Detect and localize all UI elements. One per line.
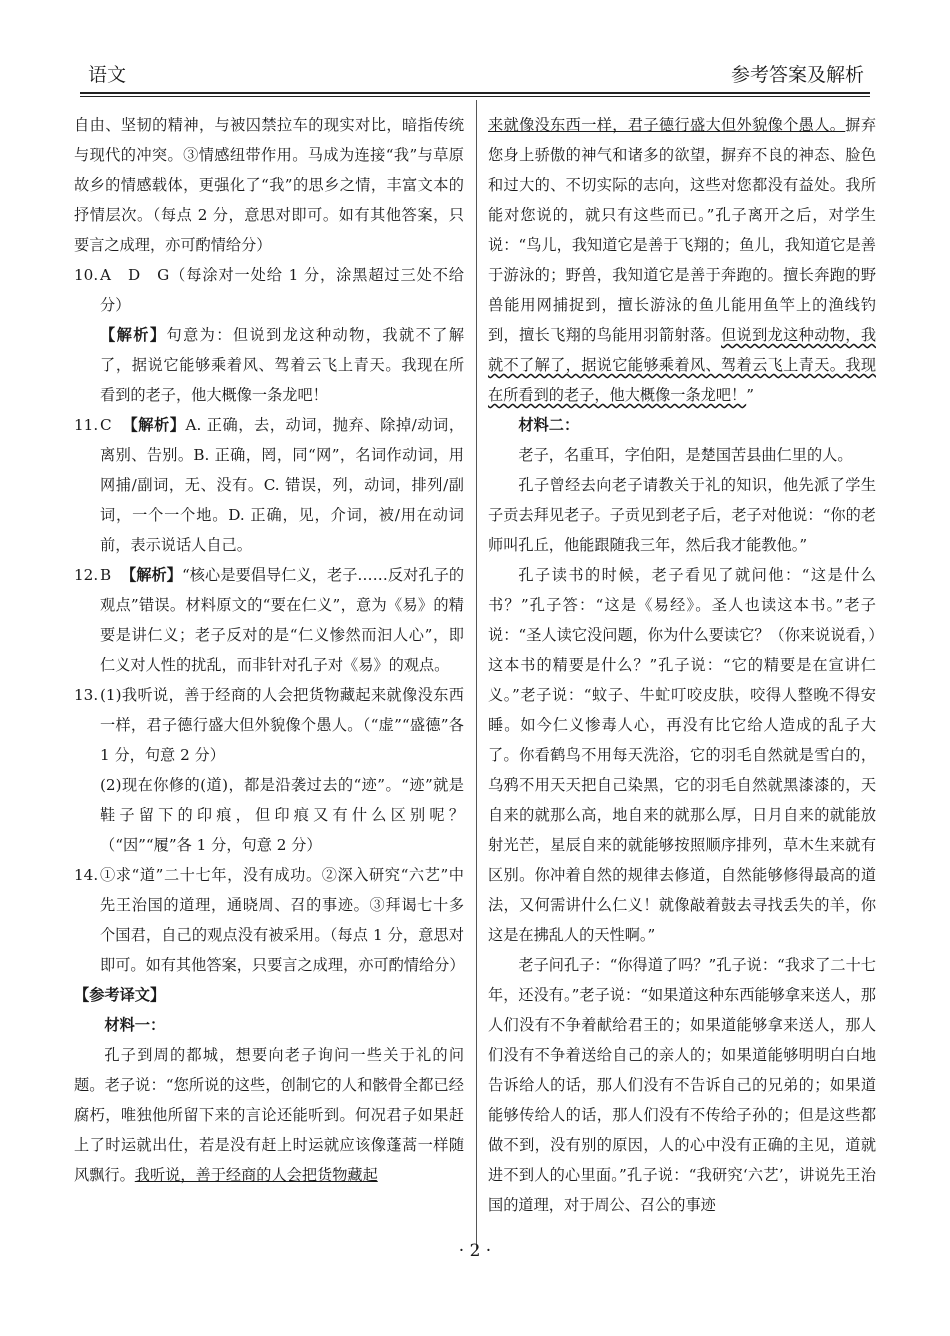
material-2-para-4: 老子问孔子：“你得道了吗？”孔子说：“我求了二十七年，还没有。”老子说：“如果道这种东西能够拿来送人，那人们没有不争着献给君王的；如果道能够拿来送人，那人们没有不争着送给自己的亲人的；如果道能够明明白白地告诉给人的话，那人们没有不告诉自己的兄弟的；如果道能够传给人的话，那人们没有不传给子孙的；但是这些都做不到，没有别的原因，人的心中没有正确的主见，道就进不到人的心里面。”孔子说：“我研究‘六艺’，讲说先王治国的道理，对于周公、召公的事迹 xyxy=(488,956,876,1214)
question-14 xyxy=(74,860,464,980)
analysis-text: 句意为：但说到龙这种动物，我就不了解了，据说它能够乘着风、驾着云飞上青天。我现在所看到的老子，他大概像一条龙吧！ xyxy=(100,326,465,404)
analysis-text: A. 正确，去，动词，抛弃、除掉/动词，离别、告别。B. 正确，罔，同“网”，名词作动词，用网捕/副词，无、没有。C. 错误，列，动词，排列/副词，一个一个地。D. 正确，见，介词，被/用在动词前，表示说话人自己。 xyxy=(100,416,465,554)
material-1-text xyxy=(74,1040,464,1190)
underlined-text: 我听说，善于经商的人会把货物藏起 xyxy=(134,1166,378,1184)
question-11 xyxy=(74,410,464,560)
translation-text: 摒弃您身上骄傲的神气和诸多的欲望，摒弃不良的神态、脸色和过大的、不切实际的志向，这些对您都没有益处。我所能对您说的，就只有这些而已。”孔子离开之后，对学生说：“鸟儿，我知道它是善于飞翔的；鱼儿，我知道它是善于游泳的；野兽，我知道它是善于奔跑的。擅长奔跑的野兽能用网捕捉到，擅长游泳的鱼儿能用鱼竿上的渔线钓到，擅长飞翔的鸟能用羽箭射落。 xyxy=(488,116,877,344)
analysis-text: “核心是要倡导仁义，老子……反对孔子的观点”错误。材料原文的“要在仁义”，意为《易》的精要是讲仁义；老子反对的是“仁义惨然而汩人心”，即仁义对人性的扰乱，而非针对孔子对《易》的观点。 xyxy=(100,566,465,674)
closing-quote: ” xyxy=(746,386,754,404)
material-2-para-1: 老子，名重耳，字伯阳，是楚国苦县曲仁里的人。 xyxy=(518,446,853,464)
question-number: 13. xyxy=(74,686,99,704)
header-title: 参考答案及解析 xyxy=(730,64,864,86)
wavy-underlined-text: 但说到龙这种动物，我就不了解了，据说它能够乘着风、驾着云飞上青天。我现在所看到的老子，他大概像一条龙吧！ xyxy=(488,326,877,404)
translation-text: 孔子到周的都城，想要向老子询问一些关于礼的问题。老子说：“您所说的这些，创制它的人和骸骨全都已经腐朽，唯独他所留下来的言论还能听到。何况君子如果赶上了时运就出仕，若是没有赶上时运就应该像蓬蒿一样随风飘行。 xyxy=(74,1046,464,1184)
answer-text-1: (1)我听说，善于经商的人会把货物藏起来就像没东西一样，君子德行盛大但外貌像个愚人。（“虚”“盛德”各 1 分，句意 2 分） xyxy=(100,686,464,764)
analysis-label: 【解析】 xyxy=(100,326,167,344)
question-number: 11. xyxy=(74,416,99,434)
answer-letter: C xyxy=(100,416,112,434)
answer-letter: B xyxy=(100,566,112,584)
question-number: 12. xyxy=(74,566,99,584)
underlined-text: 来就像没东西一样，君子德行盛大但外貌像个愚人。 xyxy=(488,116,846,134)
column-divider xyxy=(476,100,477,1250)
analysis-label: 【解析】 xyxy=(122,416,186,434)
answer-text: A D G（每涂对一处给 1 分，涂黑超过三处不给分） xyxy=(100,266,464,314)
answer-text: ①求“道”二十七年，没有成功。②深入研究“六艺”中先王治国的道理，通晓周、召的事迹。③拜谒七十多个国君，自己的观点没有被采用。（每点 1 分，意思对即可。如有其他答案，只要言之成理，亦可酌情给分） xyxy=(100,866,465,974)
header-rule xyxy=(80,92,870,94)
reference-translation-title: 【参考译文】 xyxy=(74,986,166,1004)
question-10 xyxy=(74,260,464,320)
material-2-title: 材料二： xyxy=(518,416,580,434)
question-number: 10. xyxy=(74,266,99,284)
material-2-para-2: 孔子曾经去向老子请教关于礼的知识，他先派了学生子贡去拜见老子。子贡见到老子后，老子对他说：“你的老师叫孔丘，他能跟随我三年，然后我才能教他。” xyxy=(488,476,876,554)
question-number: 14. xyxy=(74,866,99,884)
material-1-title: 材料一： xyxy=(104,1016,166,1034)
q9-continuation: 自由、坚韧的精神，与被囚禁拉车的现实对比，暗指传统与现代的冲突。③情感纽带作用。马成为连接“我”与草原故乡的情感载体，更强化了“我”的思乡之情，丰富文本的抒情层次。（每点 2 分，意思对即可。如有其他答案，只要言之成理，亦可酌情给分） xyxy=(74,116,464,254)
page-number: · 2 · xyxy=(458,1241,492,1261)
material-1-continued xyxy=(488,110,876,410)
answer-text-2: (2)现在你修的(道)，都是沿袭过去的“迹”。“迹”就是鞋子留下的印痕，但印痕又有什么区别呢？（“因”“履”各 1 分，句意 2 分） xyxy=(100,776,464,854)
left-column xyxy=(74,110,464,1190)
q10-analysis xyxy=(74,320,464,410)
question-12 xyxy=(74,560,464,680)
right-column xyxy=(488,110,876,1220)
analysis-label: 【解析】 xyxy=(120,566,182,584)
header-rule-thin xyxy=(80,96,870,97)
header-subject: 语文 xyxy=(88,64,127,86)
question-13 xyxy=(74,680,464,770)
material-2-para-3: 孔子读书的时候，老子看见了就问他：“这是什么书？”孔子答：“这是《易经》。圣人也读这本书。”老子说：“圣人读它没问题，你为什么要读它？（你来说说看，）这本书的精要是什么？”孔子说：“它的精要是在宣讲仁义。”老子说：“蚊子、牛虻叮咬皮肤，咬得人整晚不得安睡。如今仁义惨毒人心，再没有比它给人造成的乱子大了。你看鹤鸟不用每天洗浴，它的羽毛自然就是雪白的，乌鸦不用天天把自己染黑，它的羽毛自然就黑漆漆的，天自来的就那么高，地自来的就那么厚，日月自来的就能放射光芒，星辰自来的就能够按照顺序排列，草木生来就有区别。你冲着自然的规律去修道，自然能够修得最高的道法，又何需讲什么仁义！就像敲着鼓去寻找丢失的羊，你这是在拂乱人的天性啊。” xyxy=(488,566,876,944)
